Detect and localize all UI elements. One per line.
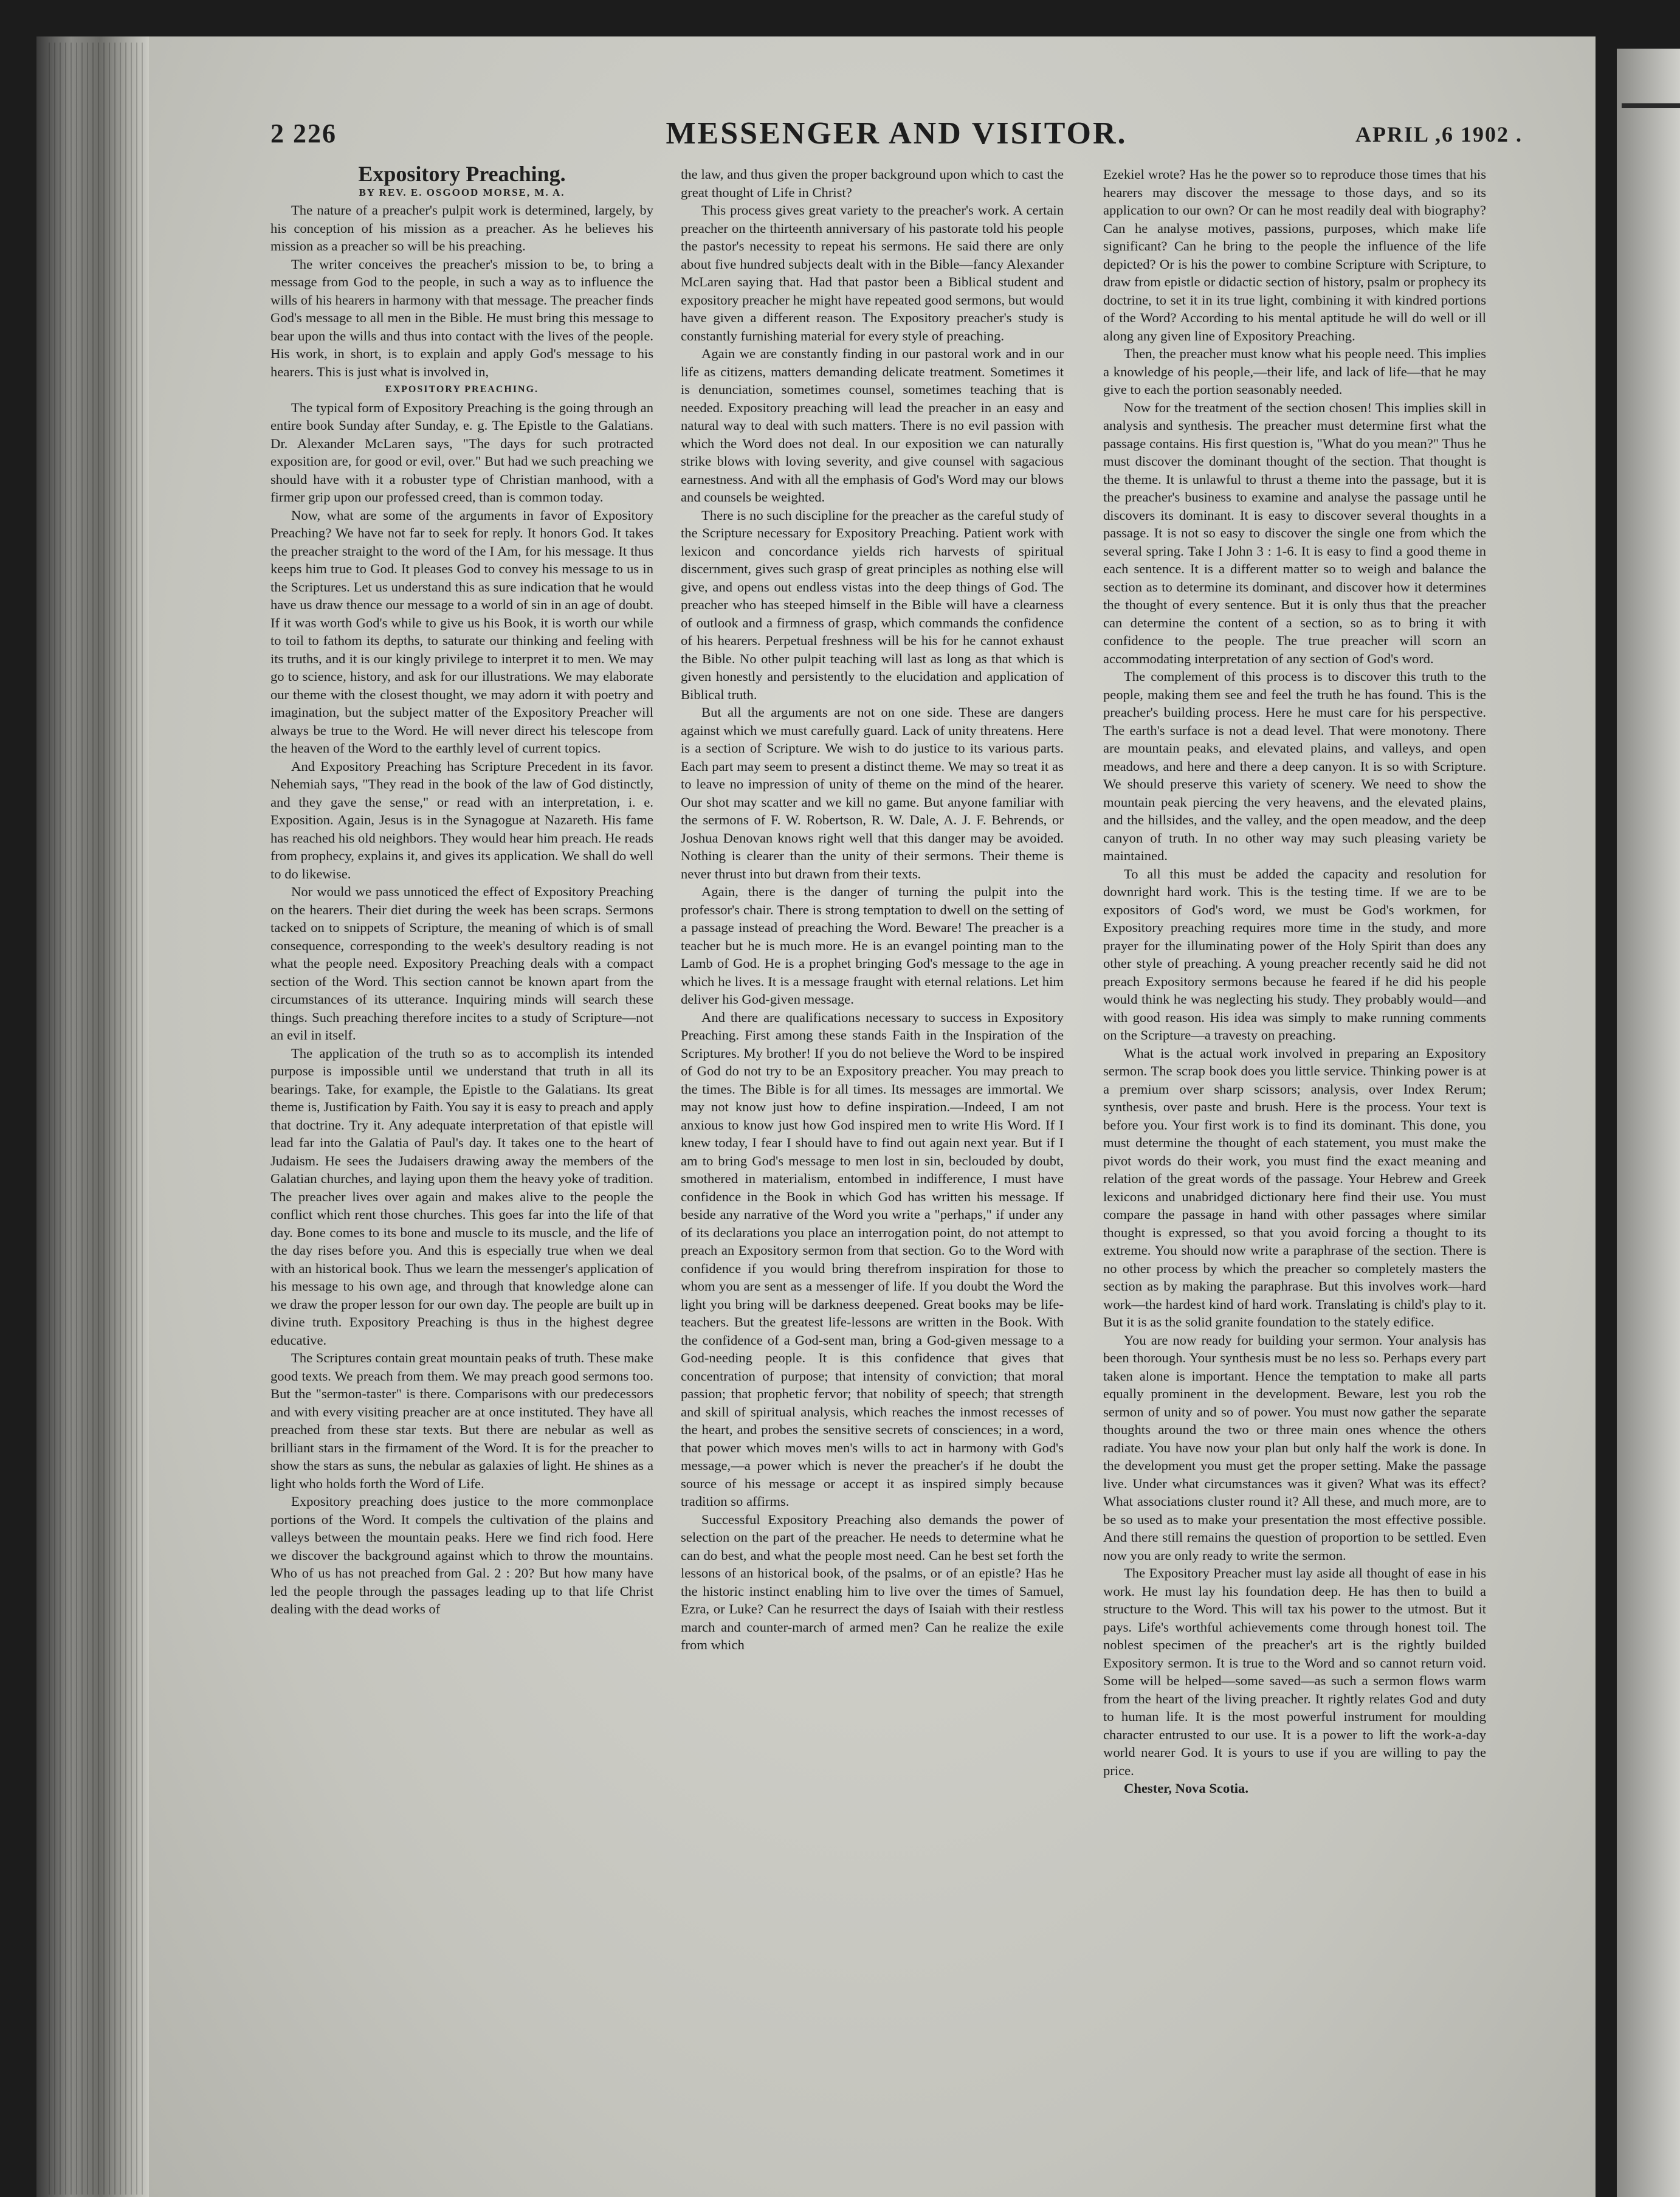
paragraph: The Scriptures contain great mountain peaks of truth. These make good texts. We preach from them. We may preach good sermons too. But the "sermon-taster" is there. Comparisons with our predecessors and with every visiting preacher are at once instituted. They have all preached from these star texts. But there are nebular as well as brilliant stars in the firmament of the Word. It is for the preacher to show the stars as suns, the nebular as galaxies of light. He shines as a light who holds forth the Word of Life.	[270, 1350, 653, 1491]
column-1	[270, 165, 653, 2141]
paragraph: There is no such discipline for the preacher as the careful study of the Scripture necessary for Expository Preaching. Patient work with lexicon and concordance yields rich harvests of spiritual discernment, gives such grasp of great principles as nothing else will give, and opens out endless vistas into the deep things of God. The preacher who has steeped himself in the Bible will have a clearness of outlook and a firmness of grasp, which commands the confidence of his hearers. Perpetual freshness will be his for he cannot exhaust the Bible. No other pulpit teaching will last as long as that which is given honestly and persistently to the elucidation and application of Biblical truth.	[681, 507, 1064, 702]
page-header	[270, 116, 1523, 158]
adjacent-page-rule	[1622, 103, 1680, 108]
paragraph: Again, there is the danger of turning the pulpit into the professor's chair. There is strong temptation to dwell on the setting of a passage instead of preaching the Word. Beware! The preacher is a teacher but he is much more. He is an evangel pointing man to the Lamb of God. He is a prophet bringing God's message to the age in which he lives. It is a message fraught with eternal relations. Let him deliver his God-given message.	[681, 884, 1064, 1007]
paragraph: Successful Expository Preaching also demands the power of selection on the part of the preacher. He needs to determine what he can do best, and what the people most need. Can he best set forth the lessons of an historical book, of the psalms, or of an epistle? Has he the historic instinct enabling him to live over the times of Samuel, Ezra, or Luke? Can he resurrect the days of Isaiah with their restless march and counter-march of armed men? Can he realize the exile from which	[681, 1511, 1064, 1652]
issue-date: APRIL ,6 1902 .	[1355, 122, 1523, 147]
paragraph: The application of the truth so as to accomplish its intended purpose is impossible until we understand that truth in all its bearings. Take, for example, the Epistle to the Galatians. Its great theme is, Justification by Faith. You say it is easy to preach and apply that doctrine. Try it. Any adequate interpretation of that epistle will lead far into the Galatia of Paul's day. It takes one to the heart of Judaism. He sees the Judaisers drawing away the members of the Galatian churches, and laying upon them the heavy yoke of tradition. The preacher lives over again and makes alive to the people the conflict which rent those churches. This goes far into the life of that day. Bone comes to its bone and muscle to its muscle, and the life of the day rises before you. And this is especially true when we deal with an historical book. Thus we learn the messenger's application of his message to his own age, and through that knowledge alone can we draw the proper lesson for our own day. The people are built up in divine truth. Expository Preaching is thus in the highest degree educative.	[270, 1045, 653, 1348]
paragraph: To all this must be added the capacity and resolution for downright hard work. This is the testing time. If we are to be expositors of God's word, we must be God's workmen, for Expository preaching requires more time in the study, and more prayer for the illuminating power of the Holy Spirit than does any other style of preaching. A young preacher recently said he did not preach Expository sermons because he feared if he did his people would think he was neglecting his study. They probably would—and with good reason. His idea was simply to make running comments on the Scripture—a travesty on preaching.	[1103, 866, 1486, 1043]
article-title: Expository Preaching.	[358, 165, 566, 186]
paragraph: The writer conceives the preacher's mission to be, to bring a message from God to the people, in such a way as to influence the wills of his hearers in harmony with that message. The preacher finds God's message to all men in the Bible. He must bring this message to bear upon the wills and thus into contact with the lives of the people. His work, in short, is to explain and apply God's message to his hearers. This is just what is involved in,	[270, 256, 653, 379]
paragraph: The nature of a preacher's pulpit work is determined, largely, by his conception of his mission as a preacher. As he believes his mission as a preacher so will be his preaching.	[270, 202, 653, 254]
paragraph: The complement of this process is to discover this truth to the people, making them see and feel the truth he has found. This is the preacher's building process. Here he must care for his perspective. The earth's surface is not a dead level. That were monotony. There are mountain peaks, and elevated plains, and valleys, and open meadows, and here and there a deep canyon. It is so with Scripture. We should preserve this variety of scenery. We need to show the mountain peak piercing the very heavens, and the elevated plains, and the hillsides, and the valley, and the open meadow, and the deep canyon of truth. In no other way may such pleasing variety be maintained.	[1103, 669, 1486, 863]
signoff: Chester, Nova Scotia.	[1124, 1781, 1248, 1796]
paragraph: You are now ready for building your sermon. Your analysis has been thorough. Your synthesis must be no less so. Perhaps every part taken alone is important. Hence the temptation to make all parts equally prominent in the development. Beware, lest you rob the sermon of unity and so of power. You must now gather the separate thoughts around the two or three main ones whence the others radiate. You have now your plan but only half the work is done. In the development you must get the proper setting. Make the passage live. Under what circumstances was it given? What was its effect? What associations cluster round it? All these, and much more, are to be so used as to make your presentation the most effective possible. And there still remains the question of proportion to be settled. Even now you are only ready to write the sermon.	[1103, 1332, 1486, 1563]
paragraph: Then, the preacher must know what his people need. This implies a knowledge of his people,—their life, and lack of life—that he may give to each the portion seasonably needed.	[1103, 346, 1486, 397]
column-2	[681, 165, 1064, 2141]
paragraph: But all the arguments are not on one side. These are dangers against which we must carefully guard. Lack of unity threatens. Here is a section of Scripture. We wish to do justice to its various parts. Each part may seem to present a distinct theme. We may so treat it as to leave no impression of unity of theme on the mind of the hearer. Our shot may scatter and we kill no game. But anyone familiar with the sermons of F. W. Robertson, R. W. Dale, A. J. F. Behrends, or Joshua Denovan knows right well that this danger may be avoided. Nothing is clearer than the unity of their sermons. Their theme is never thrust into but drawn from their texts.	[681, 705, 1064, 881]
masthead: MESSENGER AND VISITOR.	[666, 116, 1127, 151]
paragraph: the law, and thus given the proper background upon which to cast the great thought of Life in Christ?	[681, 167, 1064, 200]
paragraph: Expository preaching does justice to the more commonplace portions of the Word. It compels the cultivation of the plains and valleys between the mountain peaks. Here we find rich food. Here we discover the background against which to throw the mountains. Who of us has not preached from Gal. 2 : 20? But how many have led the people through the passages leading up to that life Christ dealing with the dead works of	[270, 1494, 653, 1616]
page-number: 2 226	[270, 119, 337, 148]
paragraph: What is the actual work involved in preparing an Expository sermon. The scrap book does you little service. Thinking power is at a premium over sharp scissors; analysis, over Index Rerum; synthesis, over paste and brush. Here is the process. Your text is before you. Your first work is to find its dominant. This done, you must determine the thought of each statement, you must make the pivot words do their work, you must find the exact meaning and relation of the great words of the passage. Your Hebrew and Greek lexicons and unabridged dictionary here find their use. You must compare the passage in hand with other passages where similar thought is expressed, so that you avoid forcing a thought to its extreme. You should now write a paraphrase of the section. There is no other process by which the preacher so completely masters the section as by making the paraphrase. But this involves work—hard work—the hardest kind of hard work. Translating is child's play to it. But it is as the solid granite foundation to the stately edifice.	[1103, 1045, 1486, 1330]
article-byline: BY REV. E. OSGOOD MORSE, M. A.	[359, 186, 565, 198]
paragraph: This process gives great variety to the preacher's work. A certain preacher on the thirteenth anniversary of his pastorate told his people the pastor's necessity to repeat his sermons. He said there are only about five hundred subjects dealt with in the Bible—fancy Alexander McLaren saying that. Had that pastor been a Biblical student and expository preacher he might have repeated good sermons, but would have given a different reason. The Expository preacher's study is constantly furnishing material for every style of preaching.	[681, 202, 1064, 343]
section-heading: EXPOSITORY PREACHING.	[385, 384, 539, 395]
paragraph: The Expository Preacher must lay aside all thought of ease in his work. He must lay his foundation deep. He has then to build a structure to the Word. This will tax his power to the utmost. But it pays. Life's worthful achievements come through honest toil. The noblest specimen of the preacher's art is the rightly builded Expository sermon. It is true to the Word and so cannot return void. Some will be helped—some saved—as such a sermon flows warm from the heart of the living preacher. It rightly relates God and duty to human life. It is the most powerful instrument for moulding character entrusted to our use. It is a power to lift the work-a-day world nearer God. It is yours to use if you are willing to pay the price.	[1103, 1565, 1486, 1778]
column-3	[1103, 165, 1486, 2141]
paragraph: Now, what are some of the arguments in favor of Expository Preaching? We have not far to seek for reply. It honors God. It takes the preacher straight to the word of the I Am, for his message. It thus keeps him true to God. It pleases God to convey his message to us in the Scriptures. Let us understand this as sure indication that he would have us draw thence our message to a world of sin in an age of doubt. If it was worth God's while to give us his Book, it is worth our while to toil to fathom its depths, to saturate our thinking and feeling with its truths, and it is our kingly privilege to interpret it to men. We may go to science, history, and ask for our illustrations. We may elaborate our theme with the closest thought, we may adorn it with poetry and imagination, but the subject matter of the Expository Preacher will always be true to the Word. He will never direct his telescope from the heaven of the Word to the earthly level of current topics.	[270, 507, 653, 756]
paragraph: The typical form of Expository Preaching is the going through an entire book Sunday after Sunday, e. g. The Epistle to the Galatians. Dr. Alexander McLaren says, "The days for such protracted exposition are, for good or evil, over." But had we such preaching we should have with it a robuster type of Christian manhood, with a firmer grip upon our professed creed, than is common today.	[270, 399, 653, 505]
paragraph: Again we are constantly finding in our pastoral work and in our life as citizens, matters demanding delicate treatment. Sometimes it is denunciation, sometimes counsel, sometimes teaching that is needed. Expository preaching will lead the preacher in an easy and natural way to deal with such matters. There is no evil passion with which the Word does not deal. In our exposition we can naturally strike blows with loving severity, and give counsel with sagacious earnestness. And with all the emphasis of God's Word may our blows and counsels be weighted.	[681, 346, 1064, 505]
paragraph: Ezekiel wrote? Has he the power so to reproduce those times that his hearers may discover the message to those days, and so its application to our own? Or can he most readily deal with biography? Can he analyse motives, passions, purposes, which make life significant? Can he bring to the people the influence of the life depicted? Or is his the power to combine Scripture with Scripture, to draw from epistle or didactic section of history, psalm or prophecy its doctrine, to set it in its true light, combining it with kindred portions of the Word? According to his mental aptitude he will do well or ill along any given line of Expository Preaching.	[1103, 167, 1486, 343]
paragraph: And Expository Preaching has Scripture Precedent in its favor. Nehemiah says, "They read in the book of the law of God distinctly, and they gave the sense," or read with an interpretation, i. e. Exposition. Again, Jesus is in the Synagogue at Nazareth. His fame has reached his old neighbors. They would hear him preach. He reads from prophecy, explains it, and gives its application. We shall do well to do likewise.	[270, 758, 653, 881]
paragraph: Nor would we pass unnoticed the effect of Expository Preaching on the hearers. Their diet during the week has been scraps. Sermons tacked on to snippets of Scripture, the meaning of which is of small consequence, corresponding to the week's desultory reading is not what the people need. Expository Preaching deals with a compact section of the Word. This section cannot be known apart from the circumstances of its utterance. Inquiring minds will search these things. Such preaching therefore incites to a study of Scripture—not an evil in itself.	[270, 884, 653, 1043]
page-edges	[49, 43, 146, 2195]
paragraph: And there are qualifications necessary to success in Expository Preaching. First among these stands Faith in the Inspiration of the Scriptures. My brother! If you do not believe the Word to be inspired of God do not try to be an Expository preacher. You may preach to the times. The Bible is for all times. Its messages are immortal. We may not know just how to define inspiration.—Indeed, I am not anxious to know just how God inspired men to write His Word. If I knew today, I fear I should have to find out again next year. But if I am to bring God's message to men lost in sin, beclouded by doubt, smothered in materialism, entombed in indifference, I must have confidence in the Book in which God has written his message. If beside any narrative of the Word you write a "perhaps," if under any of its declarations you place an interrogation point, do not attempt to preach an Expository sermon from that section. Go to the Word with confidence if you would bring therefrom inspiration for those to whom you are sent as a messenger of life. If you doubt the Word the light you bring will be darkness deepened. Great books may be life-teachers. But the greatest life-lessons are written in the Book. With the confidence of a God-sent man, bring a God-given message to a God-needing people. It is this confidence that gives that concentration of purpose; that intensity of conviction; that moral passion; that prophetic fervor; that nobility of speech; that strength and skill of spiritual analysis, which reaches the inmost recesses of the heart, and probes the sensitive secrets of consciences; in a word, that power which moves men's wills to act in harmony with God's message,—a power which is never the preacher's if he doubt the source of his message or accept it as inspired simply because tradition so affirms.	[681, 1009, 1064, 1509]
adjacent-page-edge	[1617, 49, 1680, 2197]
paragraph: Now for the treatment of the section chosen! This implies skill in analysis and synthesis. The preacher must determine first what the passage contains. His first question is, "What do you mean?" Thus he must discover the dominant thought of the section. That thought is the theme. It is unlawful to thrust a theme into the passage, but it is the preacher's business to examine and analyse the passage until he discovers its dominant. It is easy to discover several thoughts in a passage. It is not so easy to discover the single one from which the several spring. Take I John 3 : 1-6. It is easy to find a good theme in each sentence. It is a different matter so to weigh and balance the section as to determine its dominant, and discover how it determines the thought of every sentence. But it is only thus that the preacher can determine the content of a section, so as to bring it with confidence to the people. The true preacher will scorn an accommodating interpretation of any section of God's word.	[1103, 399, 1486, 666]
